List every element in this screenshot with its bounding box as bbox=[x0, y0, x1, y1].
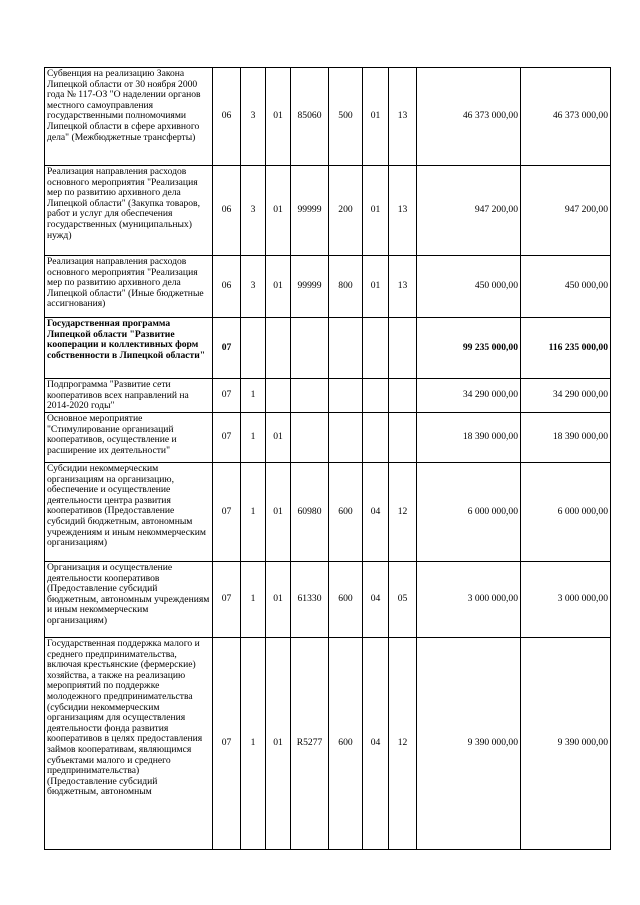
amount-year-1: 9 390 000,00 bbox=[417, 638, 521, 850]
expense-direction-code: 99999 bbox=[291, 166, 329, 256]
subprogram-code bbox=[241, 318, 266, 379]
expense-direction-code: 61330 bbox=[291, 562, 329, 638]
amount-year-2: 947 200,00 bbox=[521, 166, 611, 256]
row-description: Организация и осуществление деятельности кооперативов (Предоставление субсидий бюджетным, автономным учреждениям и иным некоммерческим организациям) bbox=[45, 562, 213, 638]
row-description: Основное мероприятие "Стимулирование организаций кооперативов, осуществление и расширение их деятельности" bbox=[45, 413, 213, 463]
main-activity-code: 01 bbox=[266, 166, 291, 256]
main-activity-code: 01 bbox=[266, 638, 291, 850]
row-description: Государственная поддержка малого и среднего предпринимательства, включая крестьянские (фермерские) хозяйства, а также на реализацию мероприятий по поддержке молодежного предпринимательства (субсидии некоммерческим организациям для осуществления деятельности фонда развития кооперативов в целях предоставления займов кооперативам, являющимся субъектами малого и среднего предпринимательства) (Предоставление субсидий бюджетным, автономным bbox=[45, 638, 213, 850]
amount-year-2: 3 000 000,00 bbox=[521, 562, 611, 638]
program-code: 07 bbox=[213, 379, 241, 413]
subsection-code: 13 bbox=[389, 256, 417, 318]
expense-type-code bbox=[329, 318, 363, 379]
section-code: 01 bbox=[363, 68, 389, 166]
amount-year-1: 3 000 000,00 bbox=[417, 562, 521, 638]
amount-year-1: 34 290 000,00 bbox=[417, 379, 521, 413]
expense-type-code: 800 bbox=[329, 256, 363, 318]
subprogram-code: 3 bbox=[241, 166, 266, 256]
program-code: 07 bbox=[213, 562, 241, 638]
expense-type-code: 600 bbox=[329, 463, 363, 562]
subsection-code: 13 bbox=[389, 68, 417, 166]
amount-year-1: 6 000 000,00 bbox=[417, 463, 521, 562]
main-activity-code: 01 bbox=[266, 256, 291, 318]
subprogram-code: 1 bbox=[241, 463, 266, 562]
amount-year-2: 18 390 000,00 bbox=[521, 413, 611, 463]
expense-direction-code: R5277 bbox=[291, 638, 329, 850]
amount-year-1: 450 000,00 bbox=[417, 256, 521, 318]
subprogram-code: 3 bbox=[241, 256, 266, 318]
subsection-code bbox=[389, 379, 417, 413]
main-activity-code: 01 bbox=[266, 463, 291, 562]
main-activity-code: 01 bbox=[266, 562, 291, 638]
table-row bbox=[45, 166, 611, 256]
amount-year-2: 6 000 000,00 bbox=[521, 463, 611, 562]
program-code: 06 bbox=[213, 166, 241, 256]
expense-type-code bbox=[329, 379, 363, 413]
expense-direction-code bbox=[291, 379, 329, 413]
row-description: Реализация направления расходов основного мероприятия "Реализация мер по развитию архивного дела Липецкой области" (Иные бюджетные ассигнования) bbox=[45, 256, 213, 318]
section-code: 04 bbox=[363, 562, 389, 638]
subsection-code: 12 bbox=[389, 463, 417, 562]
subprogram-code: 1 bbox=[241, 413, 266, 463]
row-description: Субвенция на реализацию Закона Липецкой области от 30 ноября 2000 года № 117-ОЗ "О наделении органов местного самоуправления государственными полномочиями Липецкой области в сфере архивного дела" (Межбюджетные трансферты) bbox=[45, 68, 213, 166]
subsection-code: 05 bbox=[389, 562, 417, 638]
table-body bbox=[45, 68, 611, 850]
program-code: 07 bbox=[213, 413, 241, 463]
program-code: 07 bbox=[213, 318, 241, 379]
row-description: Реализация направления расходов основного мероприятия "Реализация мер по развитию архивного дела Липецкой области" (Закупка товаров, работ и услуг для обеспечения государственных (муниципальных) нужд) bbox=[45, 166, 213, 256]
expense-direction-code: 99999 bbox=[291, 256, 329, 318]
section-code: 04 bbox=[363, 638, 389, 850]
expense-direction-code: 60980 bbox=[291, 463, 329, 562]
subprogram-code: 3 bbox=[241, 68, 266, 166]
expense-type-code: 200 bbox=[329, 166, 363, 256]
expense-type-code: 600 bbox=[329, 562, 363, 638]
section-code: 04 bbox=[363, 463, 389, 562]
amount-year-1: 18 390 000,00 bbox=[417, 413, 521, 463]
amount-year-1: 99 235 000,00 bbox=[417, 318, 521, 379]
section-code bbox=[363, 318, 389, 379]
program-code: 07 bbox=[213, 463, 241, 562]
amount-year-2: 46 373 000,00 bbox=[521, 68, 611, 166]
subprogram-code: 1 bbox=[241, 379, 266, 413]
budget-table bbox=[44, 67, 611, 850]
amount-year-1: 947 200,00 bbox=[417, 166, 521, 256]
subsection-code bbox=[389, 413, 417, 463]
table-row bbox=[45, 68, 611, 166]
amount-year-2: 34 290 000,00 bbox=[521, 379, 611, 413]
amount-year-2: 450 000,00 bbox=[521, 256, 611, 318]
row-description: Государственная программа Липецкой области "Развитие кооперации и коллективных форм собственности в Липецкой области" bbox=[45, 318, 213, 379]
amount-year-2: 9 390 000,00 bbox=[521, 638, 611, 850]
subsection-code: 13 bbox=[389, 166, 417, 256]
expense-direction-code bbox=[291, 318, 329, 379]
subsection-code bbox=[389, 318, 417, 379]
section-code bbox=[363, 379, 389, 413]
expense-type-code: 600 bbox=[329, 638, 363, 850]
expense-type-code: 500 bbox=[329, 68, 363, 166]
table-row bbox=[45, 379, 611, 413]
main-activity-code bbox=[266, 318, 291, 379]
table-row bbox=[45, 638, 611, 850]
amount-year-1: 46 373 000,00 bbox=[417, 68, 521, 166]
table-row bbox=[45, 413, 611, 463]
main-activity-code: 01 bbox=[266, 413, 291, 463]
amount-year-2: 116 235 000,00 bbox=[521, 318, 611, 379]
expense-direction-code bbox=[291, 413, 329, 463]
table-row bbox=[45, 318, 611, 379]
expense-type-code bbox=[329, 413, 363, 463]
row-description: Подпрограмма "Развитие сети кооперативов всех направлений на 2014-2020 годы" bbox=[45, 379, 213, 413]
main-activity-code: 01 bbox=[266, 68, 291, 166]
row-description: Субсидии некоммерческим организациям на организацию, обеспечение и осуществление деятельности центра развития кооперативов (Предоставление субсидий бюджетным, автономным учреждениям и иным некоммерческим организациям) bbox=[45, 463, 213, 562]
program-code: 07 bbox=[213, 638, 241, 850]
expense-direction-code: 85060 bbox=[291, 68, 329, 166]
subprogram-code: 1 bbox=[241, 562, 266, 638]
main-activity-code bbox=[266, 379, 291, 413]
table-row bbox=[45, 463, 611, 562]
section-code: 01 bbox=[363, 256, 389, 318]
table-row bbox=[45, 562, 611, 638]
section-code bbox=[363, 413, 389, 463]
program-code: 06 bbox=[213, 68, 241, 166]
section-code: 01 bbox=[363, 166, 389, 256]
table-row bbox=[45, 256, 611, 318]
subsection-code: 12 bbox=[389, 638, 417, 850]
subprogram-code: 1 bbox=[241, 638, 266, 850]
program-code: 06 bbox=[213, 256, 241, 318]
